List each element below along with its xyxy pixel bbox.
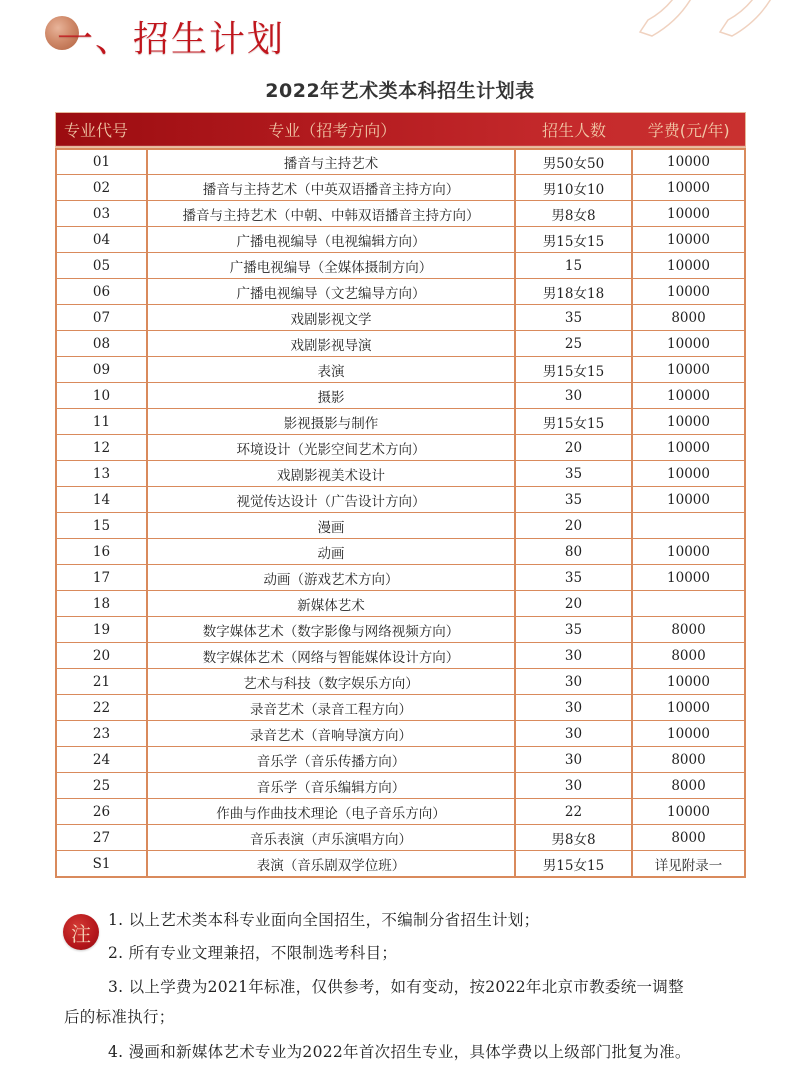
note-line-4: 4. 漫画和新媒体艺术专业为2022年首次招生专业，具体学费以上级部门批复为准。	[108, 1043, 691, 1061]
cell-major-name: 艺术与科技（数字娱乐方向）	[148, 669, 516, 694]
cell-quota: 男10女10	[516, 175, 633, 200]
cell-major-name: 音乐学（音乐传播方向）	[148, 747, 516, 772]
table-row	[57, 746, 744, 772]
header-major-name: 专业（招考方向）	[268, 121, 397, 140]
section-title: 一、招生计划	[57, 19, 286, 60]
cell-major-name: 广播电视编导（文艺编导方向）	[148, 279, 516, 304]
note-line-3: 3. 以上学费为2021年标准，仅供参考，如有变动，按2022年北京市教委统一调整	[108, 978, 684, 996]
cell-major-name: 录音艺术（音响导演方向）	[148, 721, 516, 746]
cell-major-code: 08	[57, 331, 148, 356]
cell-tuition: 10000	[667, 543, 710, 560]
cell-quota: 男15女15	[516, 357, 633, 382]
table-row	[57, 824, 744, 850]
cell-major-code: 02	[57, 175, 148, 200]
cell-quota: 30	[516, 721, 633, 746]
cell-major-code: 07	[57, 305, 148, 330]
cell-major-name: 播音与主持艺术	[148, 150, 516, 174]
cell-quota: 男18女18	[516, 279, 633, 304]
cell-quota: 35	[516, 305, 633, 330]
cell-tuition: 8000	[671, 751, 706, 768]
table-row	[57, 538, 744, 564]
cell-tuition: 10000	[667, 387, 710, 404]
table-row	[57, 616, 744, 642]
cell-major-name: 戏剧影视文学	[148, 305, 516, 330]
table-row	[57, 148, 744, 174]
cell-quota: 20	[516, 591, 633, 616]
cell-tuition: 详见附录一	[654, 857, 723, 874]
cell-major-code: 03	[57, 201, 148, 226]
cell-quota: 20	[516, 435, 633, 460]
cell-major-code: 18	[57, 591, 148, 616]
cell-quota: 35	[516, 565, 633, 590]
cell-tuition: 10000	[667, 439, 710, 456]
note-line-1: 1. 以上艺术类本科专业面向全国招生，不编制分省招生计划；	[108, 911, 540, 929]
cell-tuition: 10000	[667, 491, 710, 508]
cell-major-code: 10	[57, 383, 148, 408]
cell-major-name: 漫画	[148, 513, 516, 538]
cell-tuition: 10000	[667, 673, 710, 690]
header-major-code: 专业代号	[64, 121, 129, 140]
table-row	[57, 486, 744, 512]
cell-major-code: 01	[57, 150, 148, 174]
table-header-row	[55, 112, 746, 147]
cell-major-code: 23	[57, 721, 148, 746]
cell-tuition: 10000	[667, 803, 710, 820]
cell-quota: 30	[516, 747, 633, 772]
cell-tuition: 8000	[671, 829, 706, 846]
table-row	[57, 408, 744, 434]
cell-quota: 男50女50	[516, 150, 633, 174]
cell-tuition: 10000	[667, 725, 710, 742]
table-row	[57, 174, 744, 200]
cell-quota: 男8女8	[516, 825, 633, 850]
cell-quota: 30	[516, 643, 633, 668]
cell-major-code: 20	[57, 643, 148, 668]
table-row	[57, 694, 744, 720]
cell-tuition: 10000	[667, 179, 710, 196]
table-row	[57, 590, 744, 616]
cell-major-code: 27	[57, 825, 148, 850]
cell-major-name: 环境设计（光影空间艺术方向）	[148, 435, 516, 460]
cell-quota: 男15女15	[516, 409, 633, 434]
cell-major-name: 数字媒体艺术（网络与智能媒体设计方向）	[148, 643, 516, 668]
table-row	[57, 564, 744, 590]
cell-quota: 20	[516, 513, 633, 538]
table-row	[57, 772, 744, 798]
cell-tuition: 10000	[667, 465, 710, 482]
cell-major-name: 视觉传达设计（广告设计方向）	[148, 487, 516, 512]
cell-major-code: 13	[57, 461, 148, 486]
cell-major-name: 播音与主持艺术（中英双语播音主持方向）	[148, 175, 516, 200]
cell-major-code: 24	[57, 747, 148, 772]
cell-quota: 80	[516, 539, 633, 564]
cell-major-name: 摄影	[148, 383, 516, 408]
decorative-quote-marks-icon	[600, 0, 800, 40]
cell-tuition: 8000	[671, 647, 706, 664]
cell-tuition: 10000	[667, 361, 710, 378]
cell-tuition: 10000	[667, 154, 710, 170]
cell-major-code: 11	[57, 409, 148, 434]
table-row	[57, 798, 744, 824]
note-line-3-continued: 后的标准执行；	[64, 1008, 175, 1026]
table-row	[57, 278, 744, 304]
cell-tuition: 10000	[667, 283, 710, 300]
cell-quota: 25	[516, 331, 633, 356]
cell-quota: 30	[516, 695, 633, 720]
cell-major-code: 12	[57, 435, 148, 460]
cell-tuition: 8000	[671, 309, 706, 326]
cell-major-name: 广播电视编导（电视编辑方向）	[148, 227, 516, 252]
cell-major-code: 25	[57, 773, 148, 798]
table-row	[57, 382, 744, 408]
cell-tuition: 8000	[671, 621, 706, 638]
cell-quota: 30	[516, 669, 633, 694]
table-row	[57, 200, 744, 226]
table-row	[57, 850, 744, 876]
cell-quota: 男8女8	[516, 201, 633, 226]
table-row	[57, 642, 744, 668]
table-row	[57, 330, 744, 356]
cell-major-name: 动画（游戏艺术方向）	[148, 565, 516, 590]
cell-major-code: S1	[57, 851, 148, 876]
cell-quota: 35	[516, 461, 633, 486]
note-line-2: 2. 所有专业文理兼招，不限制选考科目；	[108, 944, 398, 962]
cell-quota: 30	[516, 383, 633, 408]
cell-major-name: 表演（音乐剧双学位班）	[148, 851, 516, 876]
cell-major-name: 作曲与作曲技术理论（电子音乐方向）	[148, 799, 516, 824]
cell-quota: 35	[516, 487, 633, 512]
cell-major-name: 影视摄影与制作	[148, 409, 516, 434]
cell-major-name: 音乐学（音乐编辑方向）	[148, 773, 516, 798]
cell-major-name: 音乐表演（声乐演唱方向）	[148, 825, 516, 850]
header-tuition: 学费(元/年)	[647, 121, 730, 140]
cell-tuition: 10000	[667, 257, 710, 274]
cell-tuition: 10000	[667, 413, 710, 430]
table-row	[57, 720, 744, 746]
cell-major-code: 15	[57, 513, 148, 538]
cell-quota: 30	[516, 773, 633, 798]
cell-major-code: 14	[57, 487, 148, 512]
table-row	[57, 252, 744, 278]
cell-tuition: 10000	[667, 699, 710, 716]
cell-major-name: 播音与主持艺术（中朝、中韩双语播音主持方向）	[148, 201, 516, 226]
cell-major-code: 16	[57, 539, 148, 564]
table-row	[57, 434, 744, 460]
cell-tuition: 10000	[667, 335, 710, 352]
cell-tuition: 8000	[671, 777, 706, 794]
cell-tuition: 10000	[667, 231, 710, 248]
cell-major-name: 表演	[148, 357, 516, 382]
cell-quota: 男15女15	[516, 227, 633, 252]
cell-major-name: 广播电视编导（全媒体摄制方向）	[148, 253, 516, 278]
cell-major-name: 数字媒体艺术（数字影像与网络视频方向）	[148, 617, 516, 642]
cell-major-code: 05	[57, 253, 148, 278]
cell-major-name: 录音艺术（录音工程方向）	[148, 695, 516, 720]
cell-tuition: 10000	[667, 205, 710, 222]
table-row	[57, 512, 744, 538]
table-row	[57, 356, 744, 382]
cell-quota: 男15女15	[516, 851, 633, 876]
table-row	[57, 668, 744, 694]
cell-major-code: 26	[57, 799, 148, 824]
table-title: 2022年艺术类本科招生计划表	[265, 80, 535, 102]
cell-major-code: 06	[57, 279, 148, 304]
cell-major-code: 21	[57, 669, 148, 694]
cell-major-name: 动画	[148, 539, 516, 564]
cell-major-name: 新媒体艺术	[148, 591, 516, 616]
cell-major-code: 17	[57, 565, 148, 590]
table-row	[57, 226, 744, 252]
note-badge-icon: 注	[63, 914, 99, 950]
cell-tuition	[633, 513, 744, 538]
cell-major-code: 22	[57, 695, 148, 720]
cell-tuition	[633, 591, 744, 616]
cell-quota: 22	[516, 799, 633, 824]
cell-major-code: 04	[57, 227, 148, 252]
table-row	[57, 460, 744, 486]
table-row	[57, 304, 744, 330]
header-quota: 招生人数	[541, 121, 606, 140]
cell-quota: 15	[516, 253, 633, 278]
cell-tuition: 10000	[667, 569, 710, 586]
cell-quota: 35	[516, 617, 633, 642]
cell-major-code: 09	[57, 357, 148, 382]
cell-major-code: 19	[57, 617, 148, 642]
cell-major-name: 戏剧影视导演	[148, 331, 516, 356]
enrollment-plan-table	[55, 112, 746, 878]
cell-major-name: 戏剧影视美术设计	[148, 461, 516, 486]
table-body	[55, 148, 746, 878]
